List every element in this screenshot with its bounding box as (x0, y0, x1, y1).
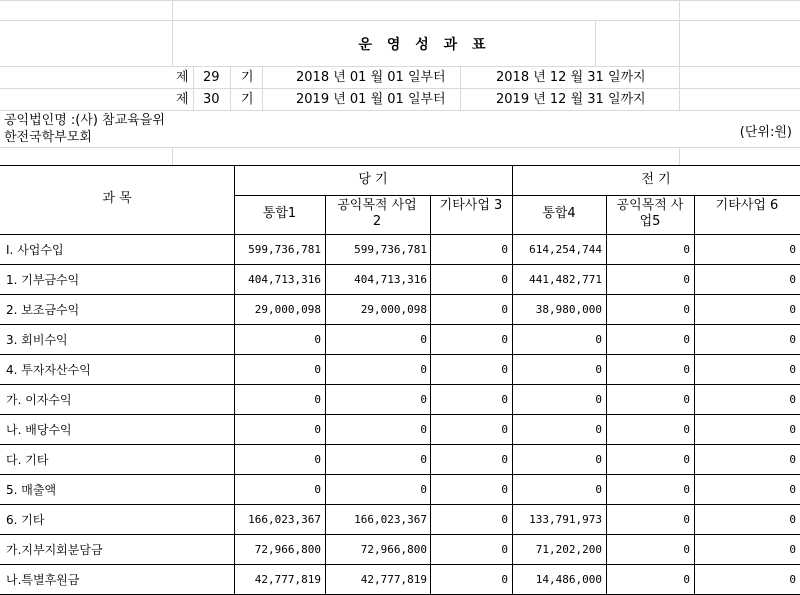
col-header-1: 통합1 (262, 206, 297, 221)
row-value-col-5: 0 (683, 363, 690, 376)
row-value-col-6: 0 (789, 273, 796, 286)
row-value-col-1: 0 (314, 483, 321, 496)
row-value-col-6: 0 (789, 303, 796, 316)
row-value-col-2: 0 (420, 423, 427, 436)
row-value-col-5: 0 (683, 573, 690, 586)
row-item-name: 3. 회비수익 (6, 333, 68, 347)
row-value-col-5: 0 (683, 243, 690, 256)
row-value-col-6: 0 (789, 513, 796, 526)
row-value-col-3: 0 (501, 423, 508, 436)
row-item-name: 1. 기부금수익 (6, 273, 80, 287)
row-item-name: 5. 매출액 (6, 483, 57, 497)
period-1-number: 29 (203, 70, 220, 85)
row-value-col-6: 0 (789, 393, 796, 406)
row-value-col-4: 0 (595, 393, 602, 406)
row-value-col-1: 29,000,098 (254, 303, 321, 316)
row-value-col-6: 0 (789, 543, 796, 556)
row-value-col-1: 0 (314, 363, 321, 376)
row-item-name: 나. 배당수익 (6, 423, 72, 437)
row-value-col-1: 599,736,781 (248, 243, 321, 256)
row-value-col-2: 599,736,781 (354, 243, 427, 256)
row-value-col-2: 29,000,098 (360, 303, 427, 316)
row-value-col-6: 0 (789, 453, 796, 466)
row-value-col-2: 0 (420, 483, 427, 496)
row-value-col-5: 0 (683, 423, 690, 436)
current-period-header: 당 기 (358, 172, 388, 187)
row-value-col-5: 0 (683, 543, 690, 556)
row-value-col-4: 0 (595, 363, 602, 376)
row-value-col-4: 441,482,771 (529, 273, 602, 286)
row-value-col-3: 0 (501, 333, 508, 346)
row-value-col-1: 0 (314, 333, 321, 346)
row-value-col-4: 614,254,744 (529, 243, 602, 256)
row-value-col-6: 0 (789, 573, 796, 586)
row-value-col-4: 0 (595, 333, 602, 346)
col-header-4: 통합4 (542, 206, 576, 221)
period-2-number: 30 (203, 92, 220, 107)
period-2-je: 제 (176, 92, 189, 107)
row-item-name: 2. 보조금수익 (6, 303, 80, 317)
row-value-col-2: 42,777,819 (360, 573, 427, 586)
row-value-col-4: 14,486,000 (535, 573, 602, 586)
row-item-name: Ⅰ. 사업수입 (6, 243, 64, 257)
row-value-col-3: 0 (501, 273, 508, 286)
row-value-col-1: 166,023,367 (248, 513, 321, 526)
period-1-je: 제 (176, 70, 189, 85)
row-value-col-5: 0 (683, 303, 690, 316)
row-item-name: 6. 기타 (6, 513, 45, 527)
row-value-col-6: 0 (789, 243, 796, 256)
row-value-col-5: 0 (683, 513, 690, 526)
row-value-col-2: 0 (420, 363, 427, 376)
row-value-col-3: 0 (501, 573, 508, 586)
row-item-name: 4. 투자자산수익 (6, 363, 91, 377)
row-value-col-1: 42,777,819 (254, 573, 321, 586)
row-item-name: 다. 기타 (6, 453, 49, 467)
row-value-col-4: 38,980,000 (535, 303, 602, 316)
row-value-col-4: 71,202,200 (535, 543, 602, 556)
row-value-col-2: 404,713,316 (354, 273, 427, 286)
row-value-col-1: 0 (314, 423, 321, 436)
row-value-col-3: 0 (501, 543, 508, 556)
col-header-5: 공익목적 사업5 (616, 198, 684, 229)
organization-name: 공익법인명 :(사) 참교육을위한전국학부모회 (4, 113, 165, 145)
row-value-col-3: 0 (501, 393, 508, 406)
row-value-col-4: 133,791,973 (529, 513, 602, 526)
row-value-col-1: 0 (314, 393, 321, 406)
row-value-col-4: 0 (595, 423, 602, 436)
row-value-col-3: 0 (501, 513, 508, 526)
row-value-col-2: 0 (420, 393, 427, 406)
row-value-col-2: 166,023,367 (354, 513, 427, 526)
period-1-to: 2018 년 12 월 31 일까지 (496, 70, 646, 85)
period-1-from: 2018 년 01 월 01 일부터 (296, 70, 446, 85)
row-item-name: 가. 이자수익 (6, 393, 72, 407)
period-2-gi: 기 (241, 92, 254, 107)
row-value-col-2: 0 (420, 333, 427, 346)
col-header-3: 기타사업 3 (439, 198, 503, 213)
row-value-col-6: 0 (789, 333, 796, 346)
period-2-to: 2019 년 12 월 31 일까지 (496, 92, 646, 107)
row-value-col-3: 0 (501, 243, 508, 256)
unit-label: (단위:원) (739, 125, 792, 140)
row-value-col-4: 0 (595, 483, 602, 496)
row-value-col-6: 0 (789, 423, 796, 436)
row-value-col-5: 0 (683, 333, 690, 346)
row-value-col-3: 0 (501, 363, 508, 376)
row-value-col-6: 0 (789, 483, 796, 496)
row-item-name: 가.지부지회분담금 (6, 543, 103, 557)
row-value-col-5: 0 (683, 453, 690, 466)
row-value-col-5: 0 (683, 483, 690, 496)
row-value-col-3: 0 (501, 453, 508, 466)
row-value-col-5: 0 (683, 393, 690, 406)
row-value-col-1: 404,713,316 (248, 273, 321, 286)
row-value-col-3: 0 (501, 303, 508, 316)
row-value-col-6: 0 (789, 363, 796, 376)
row-item-name: 나.특별후원금 (6, 573, 80, 587)
row-value-col-2: 72,966,800 (360, 543, 427, 556)
item-column-header: 과 목 (102, 191, 132, 206)
period-2-from: 2019 년 01 월 01 일부터 (296, 92, 446, 107)
row-value-col-1: 72,966,800 (254, 543, 321, 556)
report-title: 운 영 성 과 표 (358, 37, 491, 53)
prior-period-header: 전 기 (641, 172, 671, 187)
row-value-col-5: 0 (683, 273, 690, 286)
row-value-col-4: 0 (595, 453, 602, 466)
col-header-2: 공익목적 사업2 (337, 198, 417, 229)
row-value-col-2: 0 (420, 453, 427, 466)
row-value-col-1: 0 (314, 453, 321, 466)
col-header-6: 기타사업 6 (715, 198, 779, 213)
row-value-col-3: 0 (501, 483, 508, 496)
period-1-gi: 기 (241, 70, 254, 85)
